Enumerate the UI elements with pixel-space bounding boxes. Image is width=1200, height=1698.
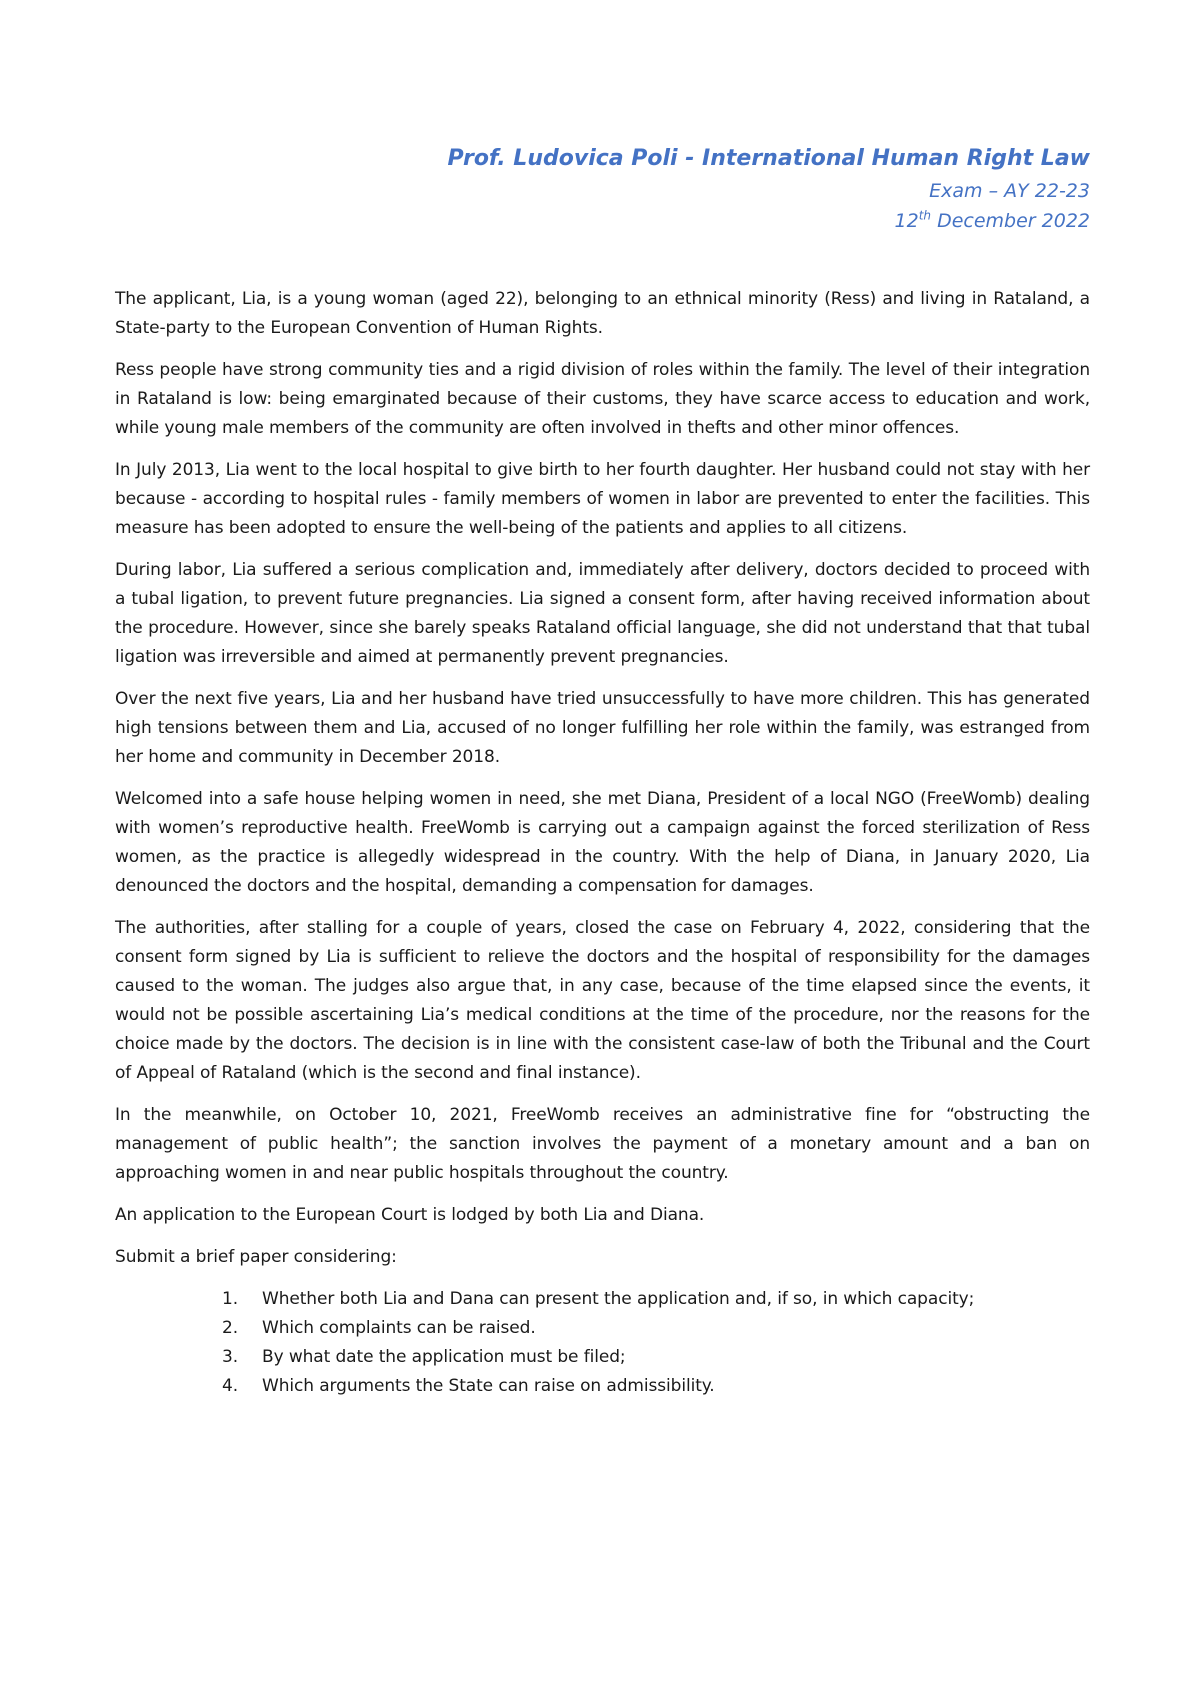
- paragraph-labor: During labor, Lia suffered a serious complication and, immediately after delivery, doctors decided to proceed with a tubal ligation, to prevent future pregnancies. Lia signed a consent form, after having received information about the procedure. However, since she barely speaks Rataland official language, she did not understand that that tubal ligation was irreversible and aimed at permanently prevent pregnancies.: [115, 560, 1090, 667]
- document-header: [448, 142, 1090, 236]
- question-number: 4.: [222, 1376, 239, 1396]
- paragraph-safe-house: Welcomed into a safe house helping women in need, she met Diana, President of a local NGO (FreeWomb) dealing with women’s reproductive health. FreeWomb is carrying out a campaign against the forced sterilization of Ress women, as the practice is allegedly widespread in the country. With the help of Diana, in January 2020, Lia denounced the doctors and the hospital, demanding a compensation for damages.: [115, 789, 1090, 896]
- question-item: [115, 1372, 1090, 1401]
- question-item: [115, 1285, 1090, 1314]
- date-suffix: th: [918, 208, 932, 223]
- question-number: 2.: [222, 1318, 239, 1338]
- paragraph-fine: In the meanwhile, on October 10, 2021, FreeWomb receives an administrative fine for “obstructing the management of public health”; the sanction involves the payment of a monetary amount and a ban on approaching women in and near public hospitals throughout the country.: [115, 1105, 1090, 1183]
- document-body: [115, 285, 1090, 1401]
- question-text: Whether both Lia and Dana can present the application and, if so, in which capacity;: [262, 1289, 975, 1309]
- date-day: 12: [894, 210, 919, 232]
- paragraph-applicant: The applicant, Lia, is a young woman (aged 22), belonging to an ethnical minority (Ress) and living in Rataland, a State-party to the European Convention of Human Rights.: [115, 289, 1090, 338]
- date-rest: December 2022: [931, 210, 1090, 232]
- question-number: 3.: [222, 1347, 239, 1367]
- question-item: [115, 1314, 1090, 1343]
- course-title: Prof. Ludovica Poli - International Human Right Law: [447, 146, 1090, 171]
- paragraph-five-years: Over the next five years, Lia and her husband have tried unsuccessfully to have more children. This has generated high tensions between them and Lia, accused of no longer fulfilling her role within the family, was estranged from her home and community in December 2018.: [115, 689, 1090, 767]
- paragraph-authorities: The authorities, after stalling for a couple of years, closed the case on February 4, 2022, considering that the consent form signed by Lia is sufficient to relieve the doctors and the hospital of responsibility for the damages caused to the woman. The judges also argue that, in any case, because of the time elapsed since the events, it would not be possible ascertaining Lia’s medical conditions at the time of the procedure, nor the reasons for the choice made by the doctors. The decision is in line with the consistent case-law of both the Tribunal and the Court of Appeal of Rataland (which is the second and final instance).: [115, 918, 1090, 1083]
- question-text: Which arguments the State can raise on admissibility.: [262, 1376, 715, 1396]
- paragraph-application: An application to the European Court is lodged by both Lia and Diana.: [115, 1205, 705, 1225]
- paragraph-hospital: In July 2013, Lia went to the local hospital to give birth to her fourth daughter. Her husband could not stay with her because - according to hospital rules - family members of women in labor are prevented to enter the facilities. This measure has been adopted to ensure the well-being of the patients and applies to all citizens.: [115, 460, 1090, 538]
- exam-date: [448, 206, 1090, 236]
- question-text: By what date the application must be filed;: [262, 1347, 626, 1367]
- question-item: [115, 1343, 1090, 1372]
- question-number: 1.: [222, 1289, 239, 1309]
- paragraph-submit: Submit a brief paper considering:: [115, 1247, 397, 1267]
- question-text: Which complaints can be raised.: [262, 1318, 536, 1338]
- exam-label: Exam – AY 22-23: [929, 180, 1090, 202]
- questions-list: [115, 1285, 1090, 1401]
- paragraph-ress-people: Ress people have strong community ties and a rigid division of roles within the family. The level of their integration in Rataland is low: being emarginated because of their customs, they have scarce access to education and work, while young male members of the community are often involved in thefts and other minor offences.: [115, 360, 1090, 438]
